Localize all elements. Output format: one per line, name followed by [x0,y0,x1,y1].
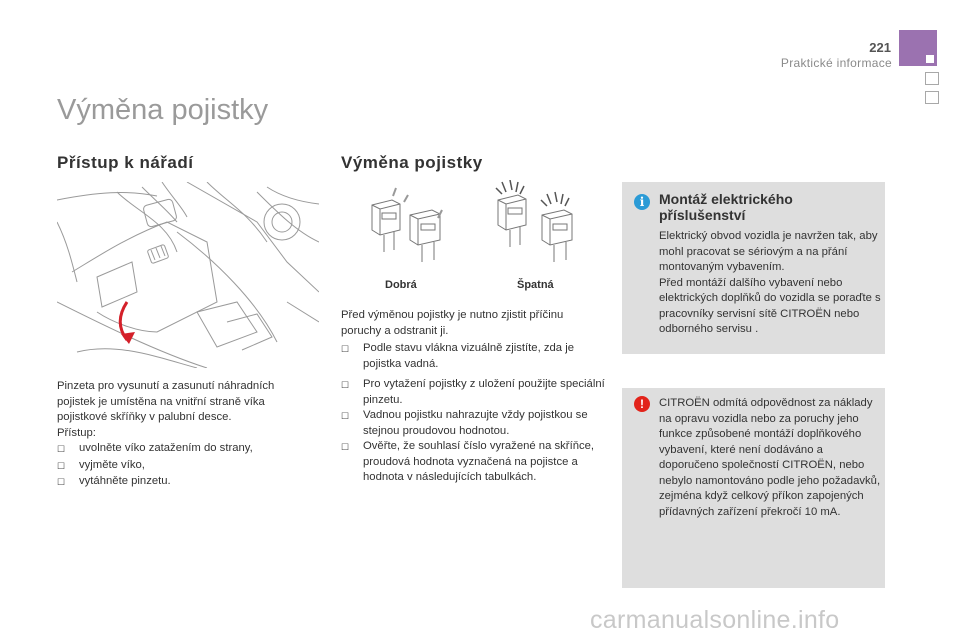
page-number: 221 [869,40,891,55]
info-icon: i [634,194,650,210]
tool-access-heading: Přístup k nářadí [57,153,194,172]
list-item: ☐ Pro vytažení pojistky z uložení použijte speciální pinzetu. [341,377,606,408]
info-box-paragraph: Elektrický obvod vozidla je navržen tak, aby mohl pracovat se sériovým a na přání montovaným vybavením. [659,230,878,273]
fuse-box-location-illustration [57,182,319,368]
checkbox-bullet-icon: ☐ [341,411,350,421]
checkbox-bullet-icon: ☐ [57,460,66,471]
bad-fuse-label: Špatná [517,279,554,291]
list-item: ☐ Ověřte, že souhlasí číslo vyražené na skříňce, proudová hodnota vyznačená na pojistce a hodnota v následujících tabulkách. [341,439,606,486]
checkbox-bullet-icon: ☐ [341,380,350,390]
tool-location-paragraph: Pinzeta pro vysunutí a zasunutí náhradních pojistek je umístěna na vnitřní straně víka pojistkové skříňky v palubní desce. [57,380,275,423]
electrical-accessories-info-box [622,182,885,354]
warning-icon: ! [634,396,650,412]
fuse-replacement-heading: Výměna pojistky [341,153,483,172]
fuse-steps-list [341,377,606,486]
info-box-paragraph: Před montáží dalšího vybavení nebo elektrických doplňků do vozidla se poraďte s pracovníky servisní sítě CITROËN nebo odborného servisu . [659,276,881,335]
page-title: Výměna pojistky [57,94,269,126]
list-item: ☐ vyjměte víko, [57,458,312,475]
list-item: ☐ vytáhněte pinzetu. [57,474,312,491]
tab-outline [925,91,939,104]
fuse-check-list [341,341,606,372]
warning-text: CITROËN odmítá odpovědnost za náklady na opravu vozidla nebo za poruchy jeho funkce způsobené montáží doplňkového vybavení, které není dodáváno a doporučeno společností CITROËN, nebo nebylo namontováno podle jeho požadavků, zejména když celkový příkon zapojených přídavných zařízení překročí 10 mA. [659,397,881,518]
tool-access-text [57,379,312,491]
good-fuse-label: Dobrá [385,279,417,291]
checkbox-bullet-icon: ☐ [57,444,66,454]
active-tab-marker [899,30,937,66]
info-box-title: Montáž elektrického příslušenství [659,191,793,223]
access-label: Přístup: [57,426,96,439]
checkbox-bullet-icon: ☐ [341,344,350,354]
list-item: ☐ Vadnou pojistku nahrazujte vždy pojistkou se stejnou proudovou hodnotou. [341,408,606,439]
fuse-intro-paragraph: Před výměnou pojistky je nutno zjistit příčinu poruchy a odstranit ji. [341,309,564,337]
liability-warning-box [622,388,885,588]
chapter-tabs [899,30,939,104]
section-label: Praktické informace [780,56,892,70]
info-box-text [659,229,881,338]
checkbox-bullet-icon: ☐ [341,442,350,452]
fuse-comparison-illustration [350,180,590,275]
watermark: carmanualsonline.info [590,606,840,634]
list-item: ☐ uvolněte víko zatažením do strany, [57,441,312,458]
list-item: ☐ Podle stavu vlákna vizuálně zjistíte, zda je pojistka vadná. [341,341,606,372]
tab-outline [925,72,939,85]
checkbox-bullet-icon: ☐ [57,477,66,487]
